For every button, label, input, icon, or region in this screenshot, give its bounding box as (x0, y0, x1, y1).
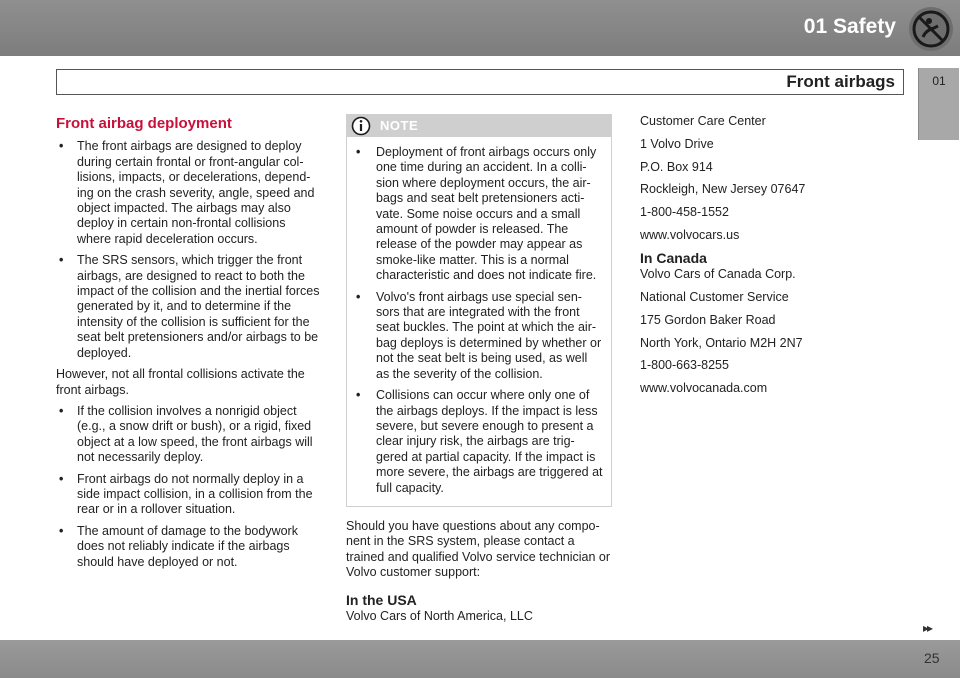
footer-band (0, 640, 960, 678)
note-title: NOTE (380, 118, 419, 133)
section-title: Front airbags (786, 72, 895, 91)
bullet-dot: • (59, 403, 64, 418)
bullet-list-a (56, 139, 322, 361)
usa-address-line: P.O. Box 914 (640, 159, 713, 174)
list-item: • The SRS sensors, which trigger the front airbags, are designed to react to both the impact of the collision and the inertial forces generated by it, and to determine if the intensity of the collision is sufficient for the seat belt pretensioners and/or airbags to be deployed. (59, 253, 320, 360)
bullet-list-b (56, 404, 322, 570)
usa-phone: 1-800-458-1552 (640, 205, 729, 220)
list-item: • Front airbags do not normally deploy in a side impact collision, in a collision from the rear or in a rollover situation. (59, 471, 313, 517)
bullet-dot: • (59, 139, 64, 154)
chapter-side-tab[interactable] (918, 68, 959, 140)
canada-address-line: National Customer Service (640, 289, 789, 304)
canada-address-line: North York, Ontario M2H 2N7 (640, 335, 803, 350)
seat-belt-prohibited-icon (906, 4, 956, 54)
list-item: • Volvo's front airbags use special sen-sors that are integrated with the front seat buckles. The point at which the air-bag deploys is determined by whether or not the seat belt is being used, as well as the severity of the collision. (356, 289, 602, 381)
note-bullet-list (347, 145, 603, 496)
info-icon (351, 116, 371, 136)
note-body (347, 137, 611, 506)
next-page-arrows-icon[interactable]: ▸▸ (923, 621, 932, 635)
usa-company: Volvo Cars of North America, LLC (346, 608, 533, 623)
note-box (346, 114, 612, 507)
list-item: • The front airbags are designed to deploy during certain frontal or front-angular col-lisions, impacts, or decelerations, depend-ing on the crash severity, angle, speed and object impacted. The airbags may also deploy in certain non-frontal collisions where rapid deceleration occurs. (59, 139, 315, 246)
bullet-dot: • (59, 253, 64, 268)
usa-heading: In the USA (346, 591, 417, 608)
canada-phone: 1-800-663-8255 (640, 358, 729, 373)
header-band (0, 0, 960, 56)
chapter-title: 01 Safety (803, 15, 896, 38)
canada-heading: In Canada (640, 249, 707, 266)
canada-address-line: Volvo Cars of Canada Corp. (640, 267, 796, 282)
canada-address-line: 175 Gordon Baker Road (640, 312, 776, 327)
bullet-dot: • (356, 289, 361, 304)
bullet-dot: • (59, 471, 64, 486)
usa-address-line: Rockleigh, New Jersey 07647 (640, 182, 806, 197)
body-paragraph: However, not all frontal collisions activate the front airbags. (56, 367, 305, 397)
canada-website: www.volvocanada.com (640, 381, 768, 396)
usa-website: www.volvocars.us (640, 227, 740, 242)
list-item: • The amount of damage to the bodywork does not reliably indicate if the airbags should have deployed or not. (59, 523, 298, 569)
list-item: • Deployment of front airbags occurs only one time during an accident. In a colli-sion where deployment occurs, the air-bags and seat belt pretensioners acti-vate. Some noise occurs and a small amount of powder is released. The release of the powder may appear as smoke-like matter. This is a normal characteristic and does not indicate fire. (356, 145, 597, 283)
section-heading: Front airbag deployment (56, 115, 232, 132)
bullet-dot: • (356, 145, 361, 159)
contact-paragraph: Should you have questions about any compo-nent in the SRS system, please contact a trained and qualified Volvo service technician or Volvo customer support: (346, 518, 611, 580)
section-title-bar (56, 69, 904, 95)
middle-column (346, 114, 612, 630)
usa-address-line: 1 Volvo Drive (640, 136, 714, 151)
usa-address-line: Customer Care Center (640, 114, 766, 128)
note-header (347, 115, 611, 137)
side-tab-label: 01 (932, 74, 946, 88)
bullet-dot: • (356, 388, 361, 403)
page-number: 25 (924, 650, 940, 666)
bullet-dot: • (59, 523, 64, 538)
list-item: • Collisions can occur where only one of the airbags deploys. If the impact is less severe, but severe enough to present a clear injury risk, the airbags are trig-gered at partial capacity. If the impact is more severe, the airbags are triggered at full capacity. (356, 388, 603, 495)
list-item: • If the collision involves a nonrigid object (e.g., a snow drift or bush), or a rigid, fixed object at a low speed, the front airbags will not necessarily deploy. (59, 403, 313, 465)
right-column (640, 114, 900, 404)
left-column (56, 114, 322, 576)
